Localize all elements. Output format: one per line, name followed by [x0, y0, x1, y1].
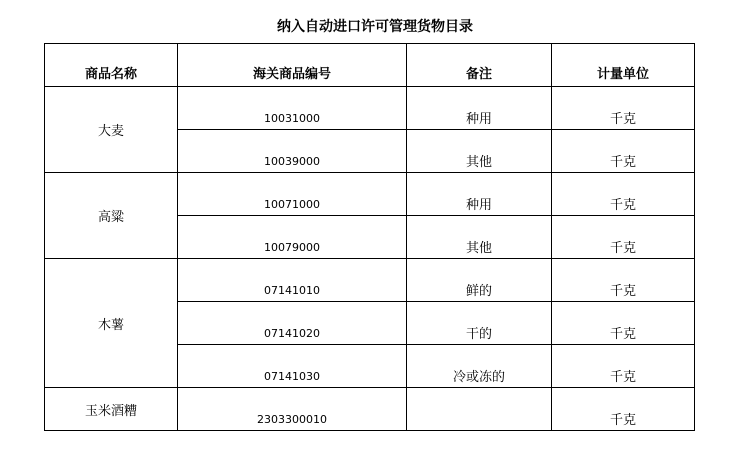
header-unit: 计量单位 — [552, 44, 695, 87]
note-cell: 干的 — [407, 302, 552, 345]
hs-code-cell: 07141020 — [178, 302, 407, 345]
hs-code-cell: 10039000 — [178, 130, 407, 173]
table-header-row — [45, 44, 695, 87]
hs-code-cell: 07141010 — [178, 259, 407, 302]
header-note: 备注 — [407, 44, 552, 87]
header-name: 商品名称 — [45, 44, 178, 87]
unit-cell: 千克 — [552, 173, 695, 216]
unit-cell: 千克 — [552, 345, 695, 388]
goods-name-cell: 高粱 — [45, 173, 178, 259]
unit-cell: 千克 — [552, 216, 695, 259]
note-cell: 其他 — [407, 216, 552, 259]
table-row — [45, 87, 695, 130]
hs-code-cell: 10031000 — [178, 87, 407, 130]
unit-cell: 千克 — [552, 87, 695, 130]
hs-code-cell: 2303300010 — [178, 388, 407, 431]
goods-name-cell: 木薯 — [45, 259, 178, 388]
goods-name-cell: 玉米酒糟 — [45, 388, 178, 431]
table-row — [45, 388, 695, 431]
table-row — [45, 173, 695, 216]
page-title: 纳入自动进口许可管理货物目录 — [277, 19, 473, 35]
unit-cell: 千克 — [552, 130, 695, 173]
hs-code-cell: 10071000 — [178, 173, 407, 216]
note-cell: 鲜的 — [407, 259, 552, 302]
table-row — [45, 259, 695, 302]
note-cell: 其他 — [407, 130, 552, 173]
unit-cell: 千克 — [552, 388, 695, 431]
hs-code-cell: 07141030 — [178, 345, 407, 388]
note-cell: 冷或冻的 — [407, 345, 552, 388]
unit-cell: 千克 — [552, 302, 695, 345]
goods-name-cell: 大麦 — [45, 87, 178, 173]
note-cell: 种用 — [407, 173, 552, 216]
goods-table — [44, 43, 695, 431]
hs-code-cell: 10079000 — [178, 216, 407, 259]
header-code: 海关商品编号 — [178, 44, 407, 87]
note-cell — [407, 388, 552, 431]
note-cell: 种用 — [407, 87, 552, 130]
unit-cell: 千克 — [552, 259, 695, 302]
